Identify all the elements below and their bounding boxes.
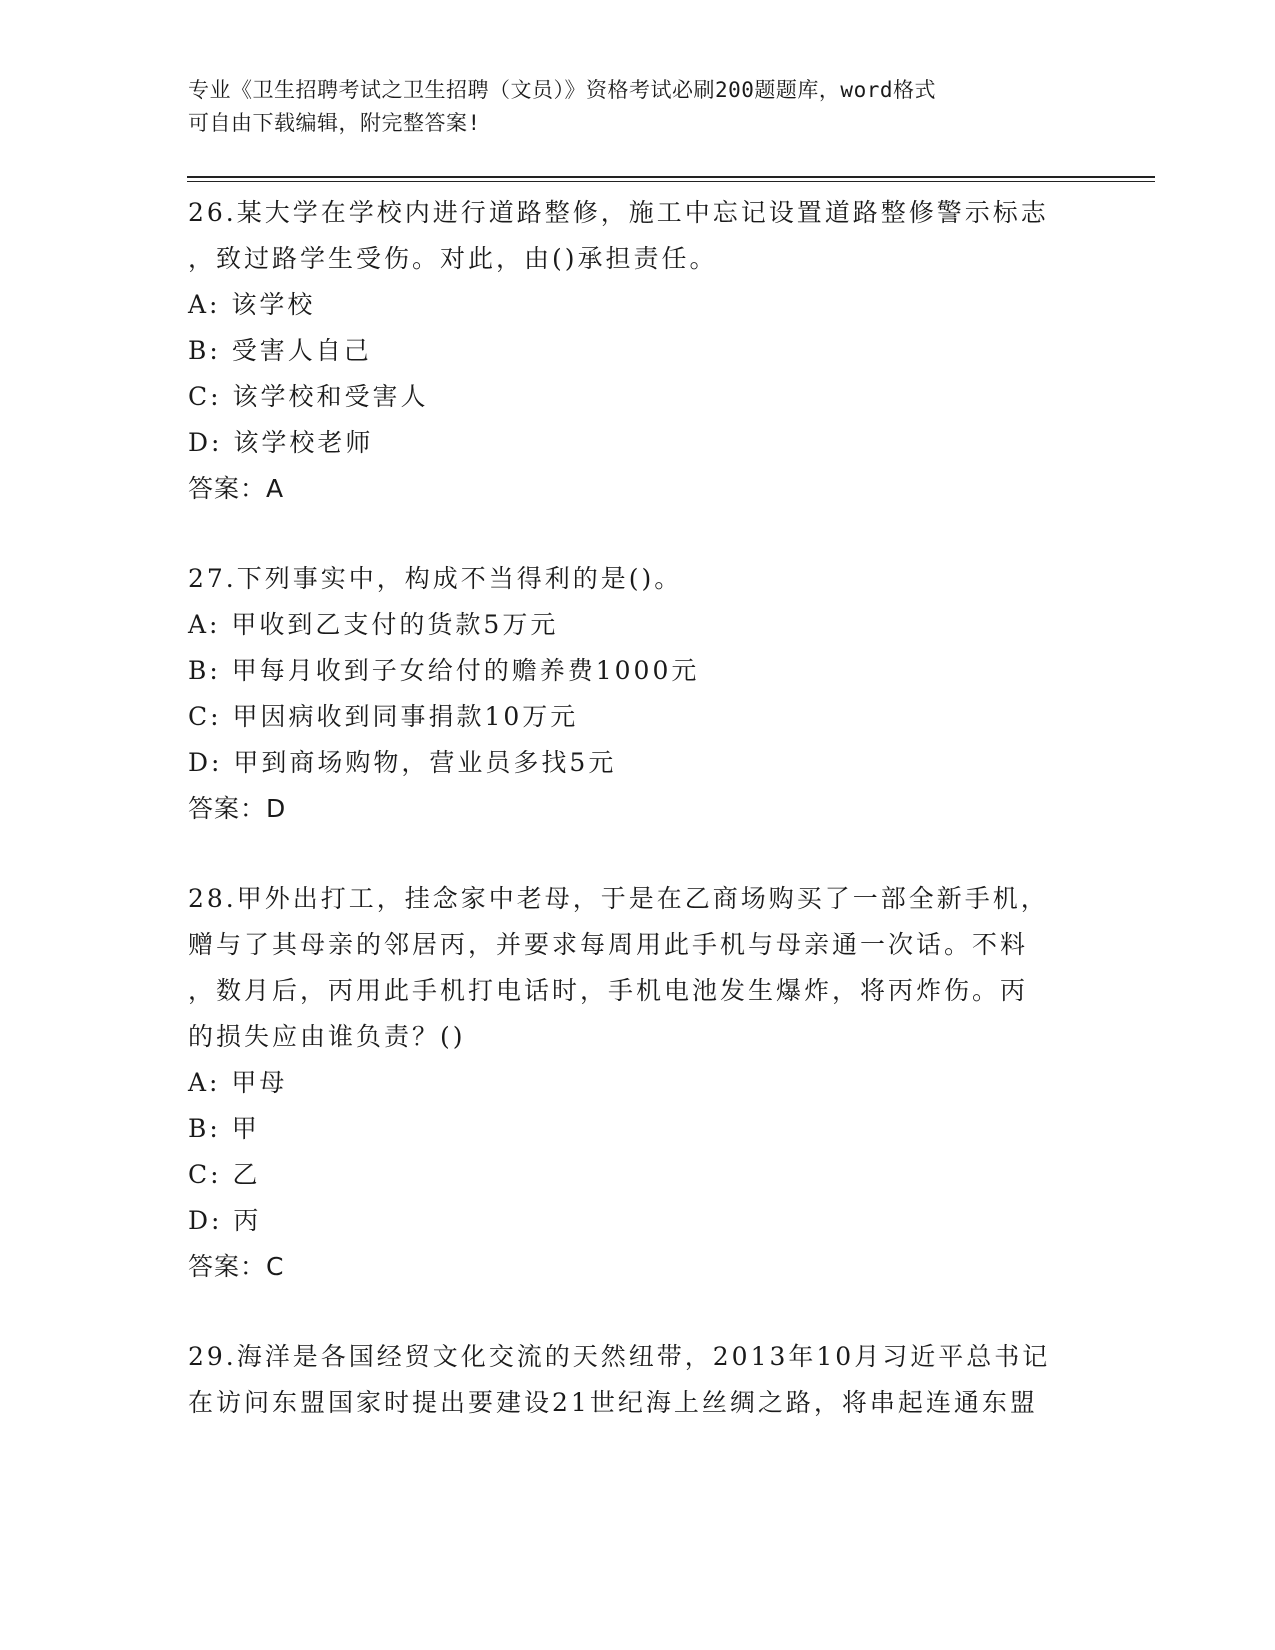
- question-text-line: 28.甲外出打工，挂念家中老母，于是在乙商场购买了一部全新手机，: [188, 884, 1049, 913]
- header-line-1: 专业《卫生招聘考试之卫生招聘（文员）》资格考试必刷200题题库，word格式: [188, 78, 936, 102]
- option-d: D: 该学校老师: [188, 428, 374, 457]
- question-text-line: 26.某大学在学校内进行道路整修，施工中忘记设置道路整修警示标志: [188, 198, 1049, 227]
- option-c: C: 乙: [188, 1160, 261, 1189]
- answer: 答案：A: [188, 474, 285, 503]
- question-29: [188, 1334, 1088, 1426]
- option-c: C: 甲因病收到同事捐款10万元: [188, 702, 579, 731]
- document-header: [188, 74, 1088, 140]
- question-text-line: 在访问东盟国家时提出要建设21世纪海上丝绸之路，将串起连通东盟: [188, 1388, 1038, 1417]
- question-text-line: 29.海洋是各国经贸文化交流的天然纽带，2013年10月习近平总书记: [188, 1342, 1051, 1371]
- option-c: C: 该学校和受害人: [188, 382, 429, 411]
- option-b: B: 受害人自己: [188, 336, 372, 365]
- option-a: A: 甲收到乙支付的货款5万元: [188, 610, 559, 639]
- option-d: D: 丙: [188, 1206, 262, 1235]
- option-b: B: 甲: [188, 1114, 260, 1143]
- question-list: [188, 190, 1088, 1426]
- answer: 答案：D: [188, 794, 287, 823]
- header-divider-thin: [187, 181, 1155, 182]
- header-line-2: 可自由下载编辑，附完整答案!: [188, 111, 481, 135]
- question-26: [188, 190, 1088, 512]
- option-b: B: 甲每月收到子女给付的赡养费1000元: [188, 656, 700, 685]
- question-text-line: 27.下列事实中，构成不当得利的是()。: [188, 564, 683, 593]
- question-text-line: ，数月后，丙用此手机打电话时，手机电池发生爆炸，将丙炸伤。丙: [188, 976, 1029, 1005]
- header-divider: [187, 176, 1155, 178]
- option-a: A: 甲母: [188, 1068, 288, 1097]
- option-a: A: 该学校: [188, 290, 316, 319]
- option-d: D: 甲到商场购物，营业员多找5元: [188, 748, 617, 777]
- question-28: [188, 876, 1088, 1290]
- question-27: [188, 556, 1088, 832]
- question-text-line: 的损失应由谁负责？(): [188, 1022, 466, 1051]
- question-text-line: ，致过路学生受伤。对此，由()承担责任。: [188, 244, 718, 273]
- answer: 答案：C: [188, 1252, 285, 1281]
- question-text-line: 赠与了其母亲的邻居丙，并要求每周用此手机与母亲通一次话。不料: [188, 930, 1029, 959]
